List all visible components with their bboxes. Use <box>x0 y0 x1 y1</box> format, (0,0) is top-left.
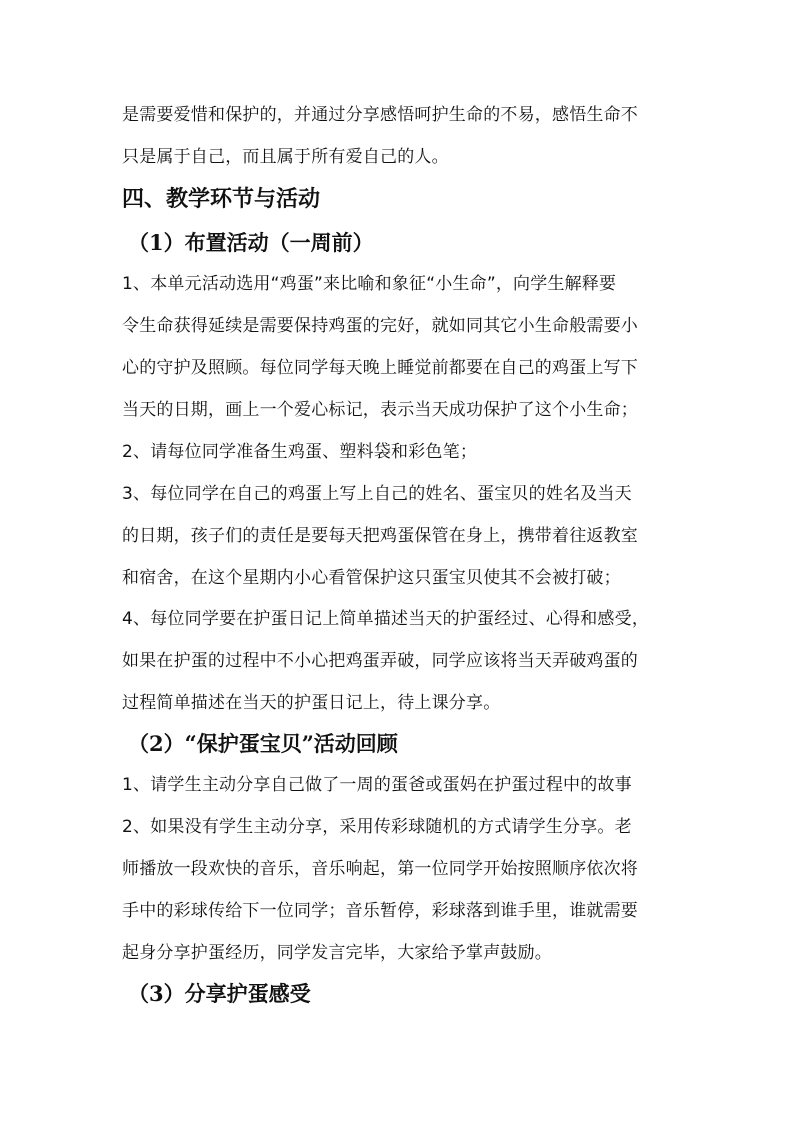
intro-line-2: 只是属于自己，而且属于所有爱自己的人。 <box>122 147 449 167</box>
section-heading-4: 四、教学环节与活动 <box>122 186 321 212</box>
subsection-heading-1: （1）布置活动（一周前） <box>128 230 374 255</box>
subsection-heading-3: （3）分享护蛋感受 <box>128 981 311 1006</box>
paragraph-line: 令生命获得延续是需要保持鸡蛋的完好，就如同其它小生命般需要小 <box>122 316 638 336</box>
paragraph-line: 的日期，孩子们的责任是要每天把鸡蛋保管在身上，携带着往返教室 <box>122 526 638 546</box>
paragraph-line: 2、如果没有学生主动分享，采用传彩球随机的方式请学生分享。老 <box>122 817 632 837</box>
paragraph-line: 当天的日期，画上一个爱心标记，表示当天成功保护了这个小生命； <box>122 400 638 420</box>
paragraph-line: 1、请学生主动分享自己做了一周的蛋爸或蛋妈在护蛋过程中的故事 <box>122 775 632 795</box>
subsection-heading-2: （2）“保护蛋宝贝”活动回顾 <box>128 731 398 756</box>
paragraph-line: 4、每位同学要在护蛋日记上简单描述当天的护蛋经过、心得和感受， <box>122 609 650 629</box>
paragraph-line: 心的守护及照顾。每位同学每天晚上睡觉前都要在自己的鸡蛋上写下 <box>122 358 638 378</box>
paragraph-line: 师播放一段欢快的音乐，音乐响起，第一位同学开始按照顺序依次将 <box>122 859 638 879</box>
intro-line-1: 是需要爱惜和保护的，并通过分享感悟呵护生命的不易，感悟生命不 <box>122 105 638 125</box>
paragraph-line: 过程简单描述在当天的护蛋日记上，待上课分享。 <box>122 693 501 713</box>
paragraph-line: 和宿舍，在这个星期内小心看管保护这只蛋宝贝使其不会被打破； <box>122 568 621 588</box>
paragraph-line: 1、本单元活动选用“鸡蛋”来比喻和象征“小生命”，向学生解释要 <box>122 274 617 294</box>
paragraph-line: 起身分享护蛋经历，同学发言完毕，大家给予掌声鼓励。 <box>122 943 552 963</box>
paragraph-line: 2、请每位同学准备生鸡蛋、塑料袋和彩色笔； <box>122 442 478 462</box>
paragraph-line: 如果在护蛋的过程中不小心把鸡蛋弄破，同学应该将当天弄破鸡蛋的 <box>122 651 638 671</box>
paragraph-line: 手中的彩球传给下一位同学；音乐暂停，彩球落到谁手里，谁就需要 <box>122 901 638 921</box>
paragraph-line: 3、每位同学在自己的鸡蛋上写上自己的姓名、蛋宝贝的姓名及当天 <box>122 484 632 504</box>
